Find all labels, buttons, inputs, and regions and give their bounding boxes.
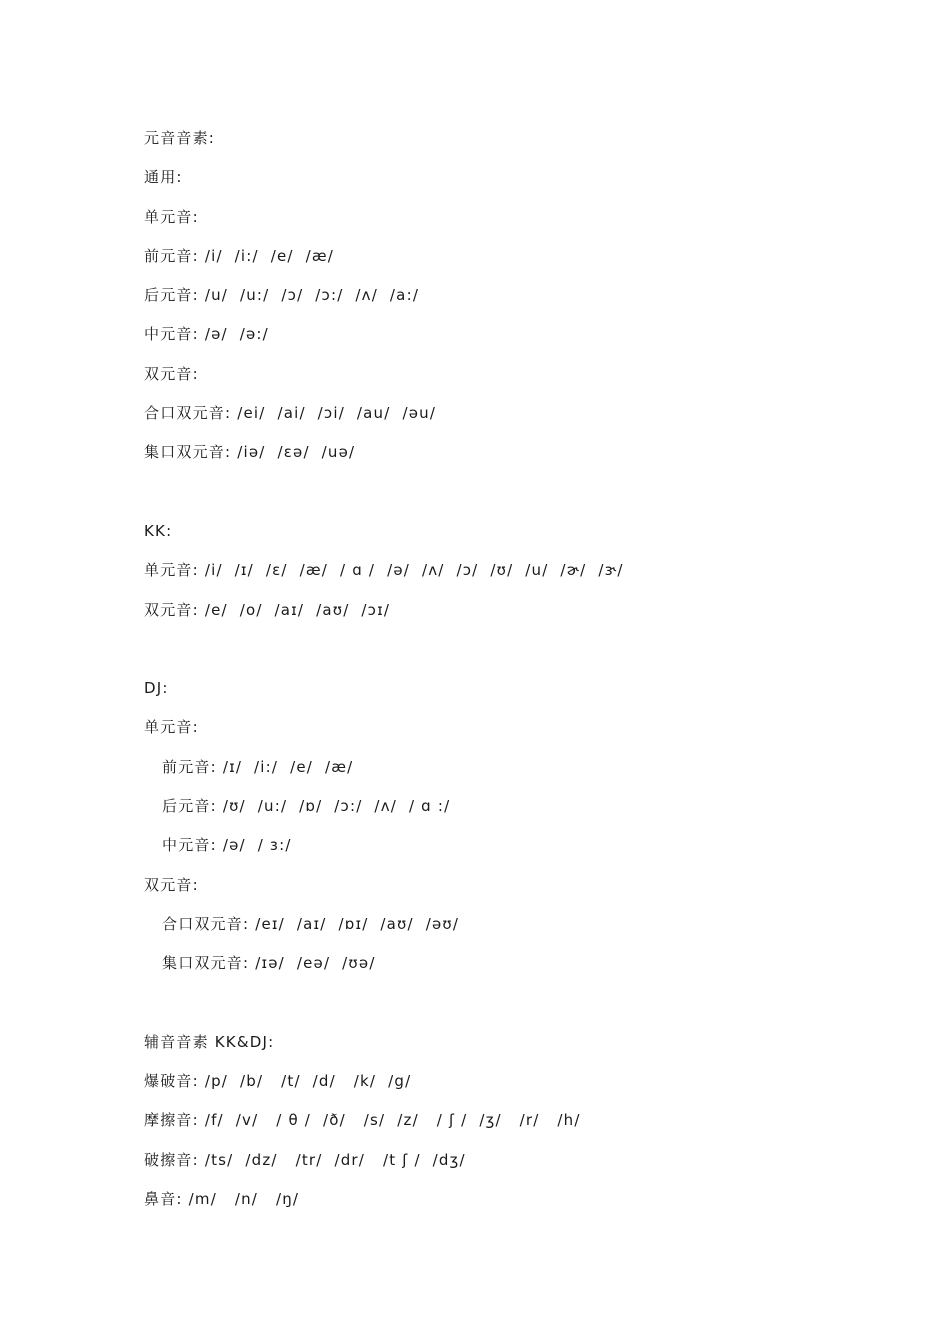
dj-monophthong-heading: 单元音: (144, 718, 199, 737)
general-front-vowels: 前元音: /i/ /i:/ /e/ /æ/ (144, 246, 335, 265)
general-monophthong-heading: 单元音: (144, 207, 199, 226)
dj-closing-diphthongs: 合口双元音: /eɪ/ /aɪ/ /ɒɪ/ /aʊ/ /əʊ/ (162, 914, 460, 933)
kk-monophthongs: 单元音: /i/ /ɪ/ /ɛ/ /æ/ / ɑ / /ə/ /ʌ/ /ɔ/ /ʊ/ /u/ /ɚ/ /ɝ/ (144, 561, 624, 580)
plosive-consonants: 爆破音: /p/ /b/ /t/ /d/ /k/ /g/ (144, 1072, 412, 1091)
general-central-vowels: 中元音: /ə/ /ə:/ (144, 325, 269, 344)
general-centering-diphthongs: 集口双元音: /iə/ /εə/ /uə/ (144, 443, 356, 462)
consonant-phonemes-heading: 辅音音素 KK&DJ: (144, 1032, 275, 1051)
kk-diphthongs: 双元音: /e/ /o/ /aɪ/ /aʊ/ /ɔɪ/ (144, 600, 391, 619)
fricative-consonants: 摩擦音: /f/ /v/ / θ / /ð/ /s/ /z/ / ʃ / /ʒ/ /r/ /h/ (144, 1111, 581, 1130)
general-diphthong-heading: 双元音: (144, 364, 199, 383)
nasal-consonants: 鼻音: /m/ /n/ /ŋ/ (144, 1190, 300, 1209)
vowel-phonemes-heading: 元音音素: (144, 129, 216, 147)
dj-central-vowels: 中元音: /ə/ / ɜ:/ (162, 836, 292, 855)
dj-back-vowels: 后元音: /ʊ/ /u:/ /ɒ/ /ɔ:/ /ʌ/ / ɑ :/ (162, 797, 451, 816)
section-spacer (144, 474, 844, 513)
dj-diphthong-heading: 双元音: (144, 875, 199, 894)
general-closing-diphthongs: 合口双元音: /ei/ /ai/ /ɔi/ /au/ /əu/ (144, 404, 437, 423)
affricate-consonants: 破擦音: /ts/ /dz/ /tr/ /dr/ /t ʃ / /dʒ/ (144, 1150, 466, 1169)
section-spacer (144, 985, 844, 1024)
dj-section-heading: DJ: (144, 679, 169, 698)
document-body (144, 120, 844, 1220)
general-back-vowels: 后元音: /u/ /u:/ /ɔ/ /ɔ:/ /ʌ/ /a:/ (144, 286, 420, 305)
dj-front-vowels: 前元音: /ɪ/ /i:/ /e/ /æ/ (162, 757, 354, 776)
dj-centering-diphthongs: 集口双元音: /ɪə/ /eə/ /ʊə/ (162, 954, 376, 973)
general-section-heading: 通用: (144, 168, 183, 187)
section-spacer (144, 631, 844, 670)
kk-section-heading: KK: (144, 521, 173, 540)
